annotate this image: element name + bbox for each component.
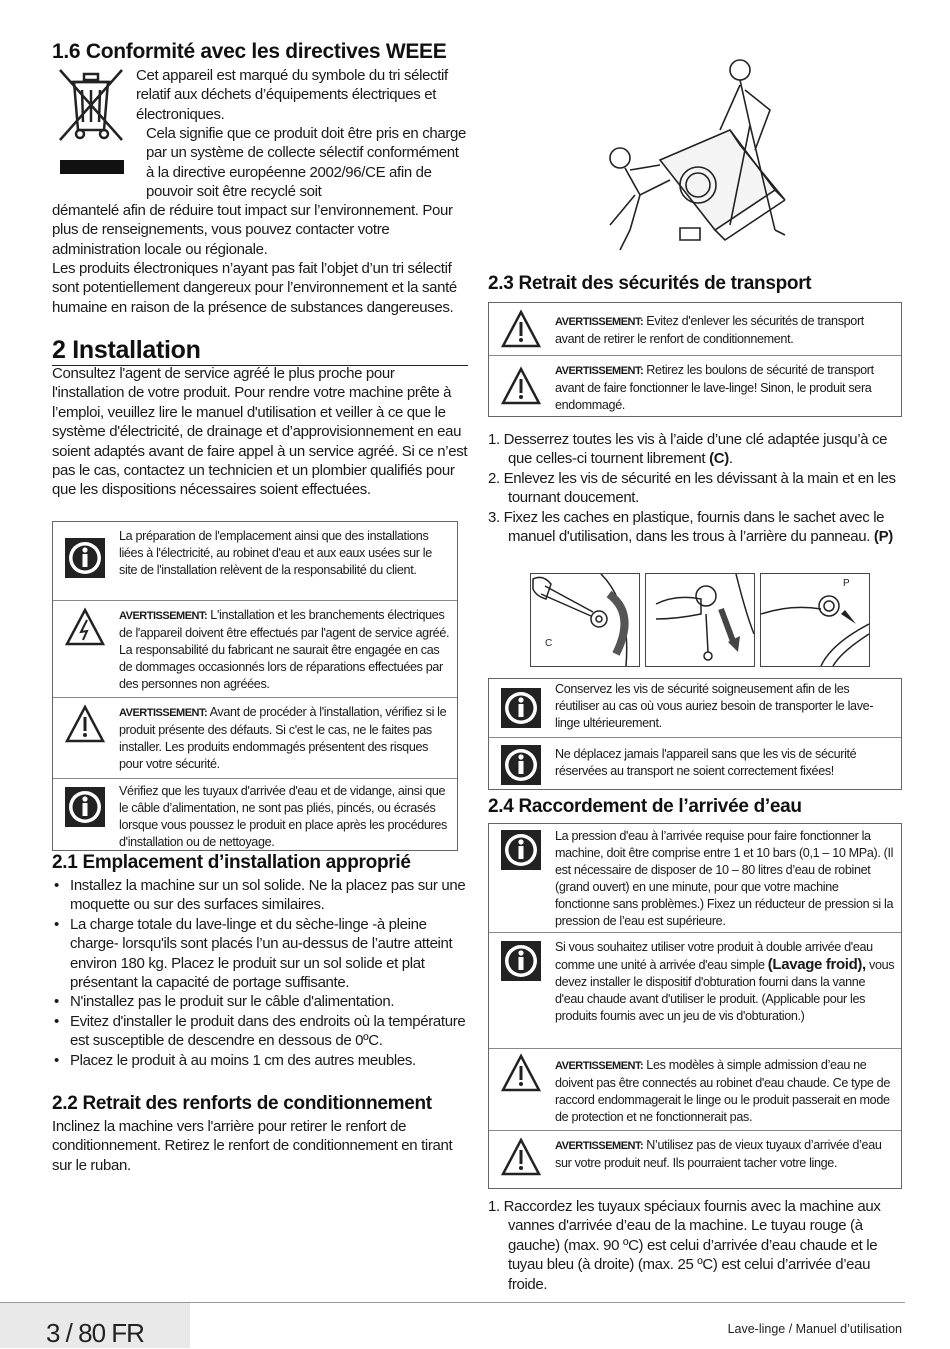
- note-row: [489, 824, 901, 932]
- electric-warning-icon: [65, 607, 105, 647]
- list-item: 3. Fixez les caches en plastique, fournis dans le sachet avec le manuel d'utilisation, dans les trous à l’arrière du panneau. (P): [488, 508, 893, 546]
- warning-row: [53, 600, 457, 698]
- warning-text: AVERTISSEMENT: Retirez les boulons de sécurité de transport avant de faire fonctionner le lave-linge! Sinon, le produit sera endommagé.: [555, 363, 874, 412]
- weee-paragraph-3: démantelé afin de réduire tout impact sur l’environnement. Pour plus de renseignements, vous pouvez contacter votre administration locale ou régionale.: [52, 202, 453, 258]
- figure-plastic-caps: [760, 573, 870, 667]
- warning-row: [489, 1130, 901, 1191]
- section-title-installation: 2 Installation: [52, 336, 201, 364]
- warning-icon: [65, 704, 105, 744]
- warning-text: AVERTISSEMENT: L'installation et les branchements électriques de l'appareil doivent être effectués par l'agent de service agréé. La responsabilité du fabricant ne saurait être engagée en cas de dommages occasionnés lors de réparations effectuées par des personnes non agréées.: [119, 608, 450, 691]
- installation-paragraph: Consultez l'agent de service agréé le plus proche pour l'installation de votre produit. Pour rendre votre machine prête à l’emploi, veuillez lire le manuel d'utilisation et veiller à ce que le système d'électricité, de drainage et d’approvisionnement en eau soient adaptés avant de faire appel à un service agréé. Si ce n’est pas le cas, contactez un technicien et un plombier qualifiés pour que les dispositions nécessaires soient effectuées.: [52, 365, 468, 499]
- warning-text: AVERTISSEMENT: Avant de procéder à l'installation, vérifiez si le produit présente des défauts. Si c'est le cas, ne le faites pas installer. Les produits endommagés présentent des risques pour votre sécurité.: [119, 705, 447, 771]
- footer-document-title: Lave-linge / Manuel d’utilisation: [727, 1322, 902, 1336]
- list-item: 1. Raccordez les tuyaux spéciaux fournis avec la machine aux vannes d'arrivée d’eau de la machine. Le tuyau rouge (à gauche) (max. 90 ºC) est celui d’arrivée d’eau chaude et le tuyau bleu (à droite) (max. 25 ºC) est celui d’arrivée d’eau froide.: [488, 1198, 881, 1293]
- list-item: • Placez le produit à au moins 1 cm des autres meubles.: [70, 1051, 470, 1070]
- page-number: 3 / 80 FR: [46, 1318, 144, 1348]
- hand-screw-illustration: [646, 574, 754, 666]
- note-text: Conservez les vis de sécurité soigneusement afin de les réutiliser au cas où vous auriez besoin de transporter le lave-linge ultérieurement.: [555, 682, 874, 730]
- list-item: 2. Enlevez les vis de sécurité en les dévissant à la main et en les tournant doucement.: [488, 469, 896, 507]
- section-title-water: 2.4 Raccordement de l’arrivée d’eau: [488, 796, 802, 817]
- weee-bin-icon: [52, 66, 128, 178]
- water-notice-box: [488, 823, 902, 1189]
- transport-note-box: [488, 678, 902, 790]
- note-row: [53, 522, 457, 600]
- figure-label-p: P: [843, 578, 850, 589]
- section-title-location: 2.1 Emplacement d’installation approprié: [52, 852, 411, 873]
- warning-text: AVERTISSEMENT: N’utilisez pas de vieux tuyaux d’arrivée d’eau sur votre produit neuf. Ils pourraient tacher votre linge.: [555, 1138, 882, 1170]
- note-row: [489, 679, 901, 737]
- warning-row: [53, 697, 457, 779]
- note-text: La préparation de l'emplacement ainsi que des installations liées à l'électricité, au robinet d'eau et aux eaux usées sur le site de l'installation relèvent de la responsabilité du client.: [119, 529, 432, 577]
- section-title-weee: 1.6 Conformité avec les directives WEEE: [52, 40, 447, 63]
- water-steps: [488, 1197, 902, 1294]
- list-item: • Evitez d'installer le produit dans des endroits où la température est susceptible de descendre en dessous de 0ºC.: [70, 1012, 470, 1051]
- list-item: • N'installez pas le produit sur le câble d'alimentation.: [70, 992, 470, 1011]
- warning-icon: [501, 1053, 541, 1093]
- warning-row: [489, 355, 901, 419]
- caps-illustration: [761, 574, 869, 666]
- weee-paragraph-2: Cela signifie que ce produit doit être pris en charge par un système de collecte sélectif conformément à la directive européenne 2002/96/CE afin de pouvoir soit être recyclé soit: [146, 125, 466, 201]
- warning-icon: [501, 309, 541, 349]
- tilt-machine-illustration: [600, 50, 800, 260]
- note-text: Ne déplacez jamais l'appareil sans que les vis de sécurité réservées au transport ne soient correctement fixées!: [555, 747, 857, 778]
- figure-remove-screws: [645, 573, 755, 667]
- warning-text: AVERTISSEMENT: Evitez d'enlever les sécurités de transport avant de retirer le renfort de conditionnement.: [555, 314, 864, 346]
- info-icon: [65, 538, 105, 578]
- transport-steps: [488, 430, 902, 546]
- info-icon: [65, 787, 105, 827]
- weee-paragraph-4: Les produits électroniques n’ayant pas fait l’objet d’un tri sélectif sont potentiellement dangereux pour l’environnement et la santé humaine en raison de la présence de substances dangereuses.: [52, 260, 457, 316]
- note-text: Vérifiez que les tuyaux d'arrivée d'eau et de vidange, ainsi que le câble d’alimentation, ne sont pas pliés, pincés, ou écrasés lorsque vous poussez le produit en place après les procédures d'installation ou de nettoyage.: [119, 784, 447, 849]
- info-icon: [501, 688, 541, 728]
- note-row: [53, 778, 457, 853]
- transport-warning-box: [488, 302, 902, 417]
- info-icon: [501, 941, 541, 981]
- info-icon: [501, 830, 541, 870]
- note-text: Si vous souhaitez utiliser votre produit à double arrivée d'eau comme une unité à arrivée d'eau simple (Lavage froid), vous devez installer le dispositif d'obturation fourni dans la vanne d'eau chaude avant d'utiliser le produit. (Applicable pour les produits fournis avec un jeu de vis d'obturation.): [555, 940, 895, 1023]
- warning-text: AVERTISSEMENT: Les modèles à simple admission d’eau ne doivent pas être connectés au robinet d'eau chaude. Ce type de raccord endommagerait le linge ou le produit passerait en mode de protection et ne fonctionnerait pas.: [555, 1058, 890, 1124]
- section-title-transport: 2.3 Retrait des sécurités de transport: [488, 273, 812, 294]
- warning-icon: [501, 1137, 541, 1177]
- location-list: [52, 876, 470, 1070]
- figure-label-c: C: [545, 638, 553, 649]
- installation-notice-box: [52, 521, 458, 851]
- list-item: • La charge totale du lave-linge et du sèche-linge -à pleine charge- lorsqu'ils sont placés l’un au-dessus de l’autre atteint environ 180 kg. Placez le produit sur un sol solide et plat présentant la capacité de portage suffisante.: [70, 915, 470, 993]
- list-item: • Installez la machine sur un sol solide. Ne la placez pas sur une moquette ou sur des surfaces similaires.: [70, 876, 470, 915]
- list-item: 1. Desserrez toutes les vis à l’aide d’une clé adaptée jusqu’à ce que celles-ci tournent librement (C).: [488, 431, 888, 468]
- note-text: La pression d'eau à l’arrivée requise pour faire fonctionner la machine, doit être comprise entre 1 et 10 bars (0,1 – 10 MPa). (Il est nécessaire de disposer de 10 – 80 litres d’eau de robinet (grand ouvert) en une minute, pour que votre machine fonctionne sans problèmes.) Fixez un réducteur de pression si la pression de l’eau est supérieure.: [555, 829, 894, 928]
- section-title-packaging: 2.2 Retrait des renforts de conditionnement: [52, 1093, 432, 1114]
- note-row: [489, 932, 901, 1049]
- weee-paragraph-1: Cet appareil est marqué du symbole du tri sélectif relatif aux déchets d’équipements électriques et électroniques.: [136, 67, 448, 123]
- warning-icon: [501, 366, 541, 406]
- note-row: [489, 737, 901, 792]
- packaging-paragraph: Inclinez la machine vers l'arrière pour retirer le renfort de conditionnement. Retirez le renfort de conditionnement en tirant sur le ruban.: [52, 1118, 453, 1174]
- info-icon: [501, 745, 541, 785]
- warning-row: [489, 1048, 901, 1131]
- figure-loosen-screws: [530, 573, 640, 667]
- wrench-illustration: [531, 574, 639, 666]
- warning-row: [489, 303, 901, 355]
